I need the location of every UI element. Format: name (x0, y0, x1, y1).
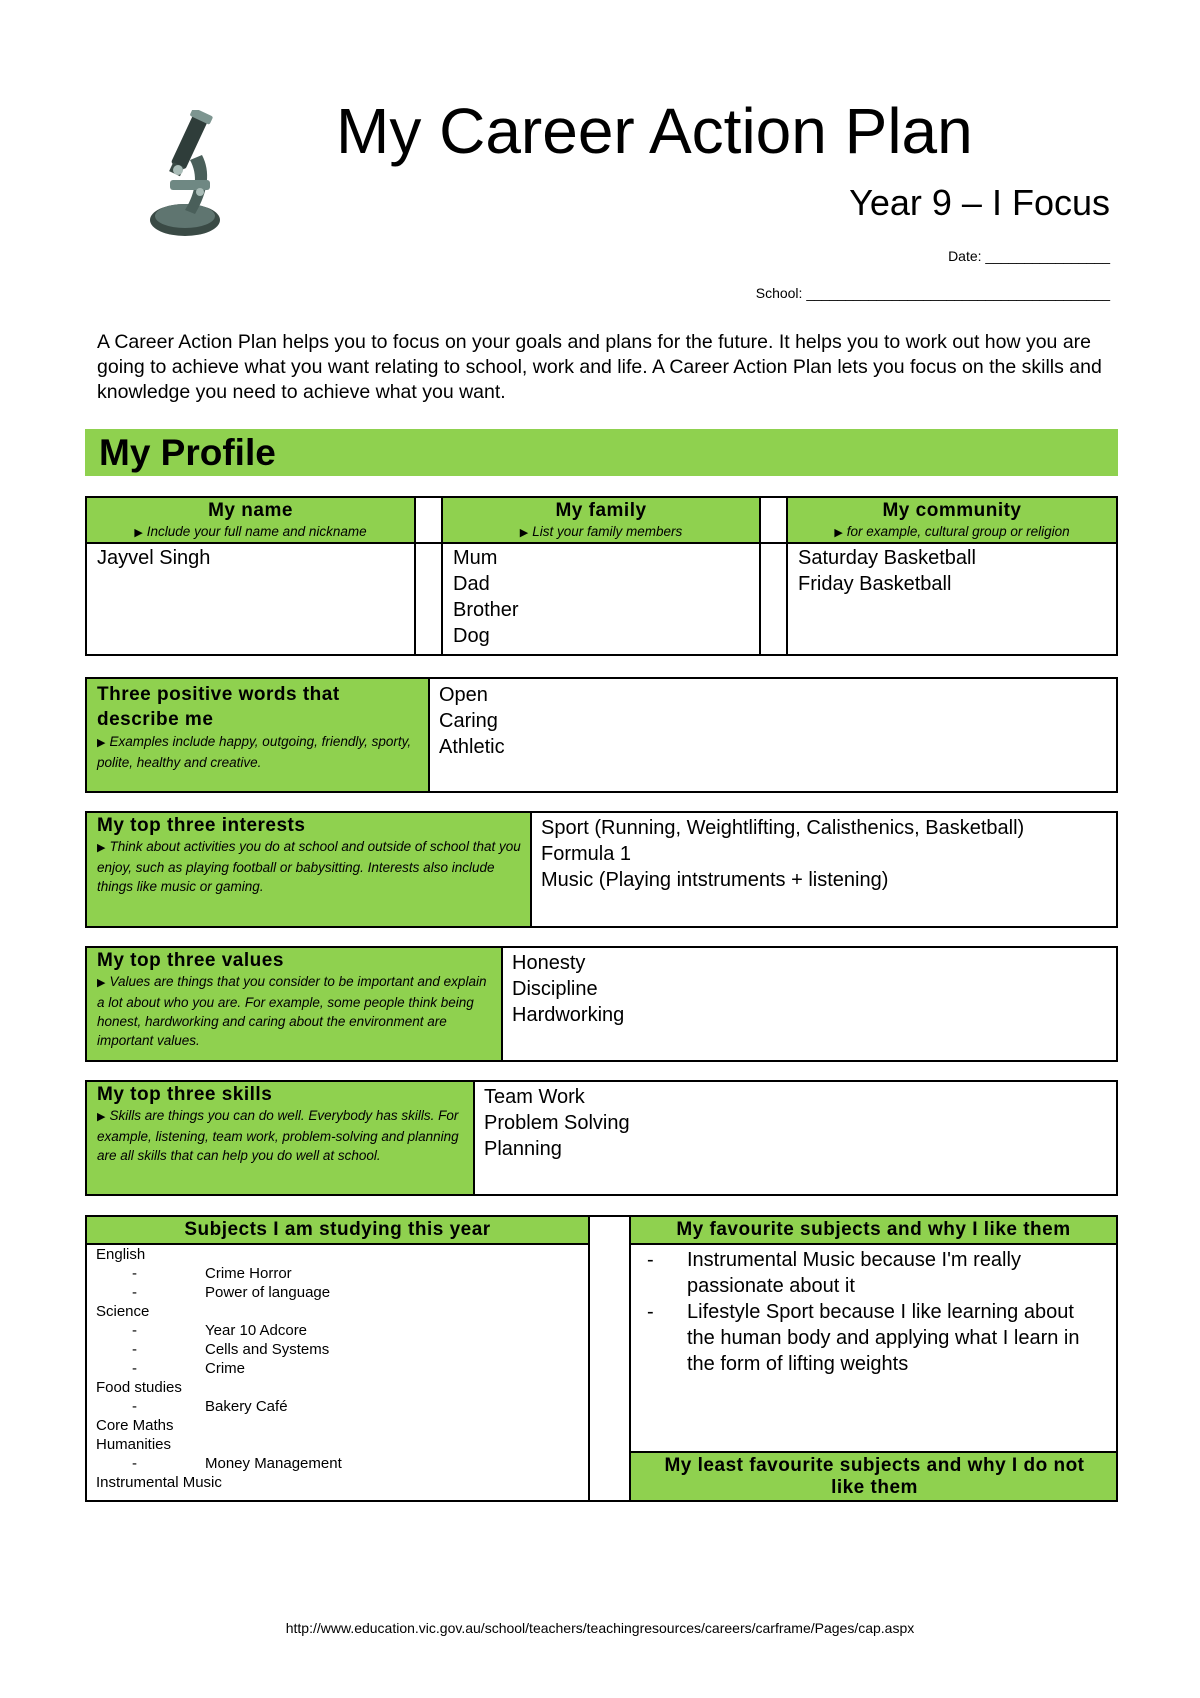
arrow-icon: ▶ (519, 527, 529, 539)
page-title: My Career Action Plan (336, 95, 973, 167)
name-title: My name (208, 500, 293, 521)
interests-section (85, 811, 1118, 928)
date-blank: ________________ (985, 248, 1110, 264)
words-hint: Examples include happy, outgoing, friendly, sporty, polite, healthy and creative. (97, 734, 412, 770)
subjects-list[interactable] (96, 1245, 576, 1492)
list-item: Music (Playing intstruments + listening) (541, 869, 889, 891)
list-item: - Year 10 Adcore (96, 1321, 576, 1340)
arrow-icon: ▶ (97, 737, 106, 749)
community-title: My community (882, 500, 1022, 521)
subjects-table (85, 1215, 1118, 1502)
school-field[interactable] (756, 285, 1110, 301)
bullet-dash: - (132, 1398, 137, 1415)
date-label: Date: (948, 248, 982, 264)
microscope-icon (140, 110, 280, 250)
list-item: - Bakery Café (96, 1397, 576, 1416)
bullet-dash: - (132, 1265, 137, 1282)
list-item: Food studies (96, 1379, 182, 1396)
interests-hint: Think about activities you do at school and outside of school that you enjoy, such as playing football or babysitting. Interests also include things like music or gaming. (97, 839, 521, 894)
family-title: My family (555, 500, 647, 521)
arrow-icon: ▶ (134, 527, 143, 539)
list-item: - Crime Horror (96, 1264, 576, 1283)
skills-label (97, 1084, 467, 1165)
list-item: Open (439, 684, 488, 706)
list-item: Formula 1 (541, 843, 632, 865)
arrow-icon: ▶ (834, 527, 843, 539)
arrow-icon: ▶ (97, 842, 106, 854)
arrow-icon: ▶ (97, 1111, 106, 1123)
values-title: My top three values (97, 950, 284, 971)
family-list[interactable] (453, 545, 519, 649)
values-section (85, 946, 1118, 1062)
list-item: - Cells and Systems (96, 1340, 576, 1359)
favourite-list[interactable] (647, 1247, 1107, 1377)
list-item: - Power of language (96, 1283, 576, 1302)
name-value-cell[interactable] (97, 545, 210, 571)
intro-paragraph: A Career Action Plan helps you to focus on your goals and plans for the future. It helps you to work out how you are going to achieve what you want relating to school, work and life. A Career Action Plan lets you focus on the skills and knowledge you need to achieve what you want. (97, 331, 1102, 403)
date-field[interactable] (948, 248, 1110, 264)
list-item: - Lifestyle Sport because I like learning about the human body and applying what I learn in the form of lifting weights (647, 1301, 1080, 1375)
profile-heading: My Profile (99, 432, 276, 473)
family-header (443, 500, 759, 543)
words-title: Three positive words that describe me (97, 684, 340, 730)
list-item: - Money Management (96, 1454, 576, 1473)
skills-title: My top three skills (97, 1084, 273, 1105)
list-item: Problem Solving (484, 1112, 630, 1134)
words-label (97, 682, 417, 772)
least-favourite-title: My least favourite subjects and why I do not like them (664, 1455, 1085, 1498)
list-item: - Crime (96, 1359, 576, 1378)
interests-title: My top three interests (97, 815, 306, 836)
list-item: Planning (484, 1138, 562, 1160)
name-value: Jayvel Singh (97, 547, 211, 569)
list-item: Dad (453, 573, 490, 595)
values-hint: Values are things that you consider to be important and explain a lot about who you are. For example, some people think being honest, hardworking and caring about the environment are important values. (97, 974, 487, 1048)
bullet-dash: - (132, 1360, 137, 1377)
subjects-title: Subjects I am studying this year (184, 1219, 491, 1240)
list-item: Caring (439, 710, 498, 732)
bullet-dash: - (647, 1249, 654, 1271)
profile-heading-bar (85, 429, 1118, 476)
community-hint: for example, cultural group or religion (846, 524, 1070, 539)
page-subtitle: Year 9 – I Focus (849, 182, 1110, 223)
list-item: English (96, 1246, 146, 1263)
list-item: Mum (453, 547, 498, 569)
values-list[interactable] (512, 950, 624, 1028)
bullet-dash: - (132, 1322, 137, 1339)
list-item: Sport (Running, Weightlifting, Calisthenics, Basketball) (541, 817, 1025, 839)
community-header (788, 500, 1116, 543)
profile-table (85, 496, 1118, 656)
list-item: Brother (453, 599, 519, 621)
words-list[interactable] (439, 682, 505, 760)
list-item: Honesty (512, 952, 586, 974)
list-item: Humanities (96, 1436, 172, 1453)
favourite-title: My favourite subjects and why I like them (676, 1219, 1071, 1240)
list-item: Hardworking (512, 1004, 625, 1026)
school-blank: _______________________________________ (806, 285, 1110, 301)
interests-label (97, 815, 522, 896)
list-item: Discipline (512, 978, 598, 1000)
interests-list[interactable] (541, 815, 1024, 893)
list-item: Friday Basketball (798, 573, 952, 595)
community-list[interactable] (798, 545, 976, 597)
list-item: Science (96, 1303, 150, 1320)
bullet-dash: - (132, 1284, 137, 1301)
bullet-dash: - (132, 1341, 137, 1358)
list-item: Dog (453, 625, 490, 647)
school-label: School: (755, 285, 803, 301)
words-section (85, 677, 1118, 793)
skills-list[interactable] (484, 1084, 630, 1162)
list-item: Athletic (439, 736, 505, 758)
list-item: - Instrumental Music because I'm really passionate about it (647, 1249, 1021, 1297)
skills-section (85, 1080, 1118, 1196)
skills-hint: Skills are things you can do well. Everybody has skills. For example, listening, team work, problem-solving and planning are all skills that can help you do well at school. (97, 1108, 459, 1163)
values-label (97, 950, 495, 1050)
name-header (87, 500, 414, 543)
list-item: Instrumental Music (96, 1474, 222, 1491)
list-item: Core Maths (96, 1417, 174, 1434)
name-hint: Include your full name and nickname (146, 524, 367, 539)
list-item: Saturday Basketball (798, 547, 976, 569)
list-item: Team Work (484, 1086, 585, 1108)
bullet-dash: - (647, 1301, 654, 1323)
family-hint: List your family members (532, 524, 683, 539)
footer-url[interactable]: http://www.education.vic.gov.au/school/teachers/teachingresources/careers/carframe/Pages/cap.aspx (285, 1620, 915, 1636)
arrow-icon: ▶ (97, 977, 106, 989)
bullet-dash: - (132, 1455, 137, 1472)
